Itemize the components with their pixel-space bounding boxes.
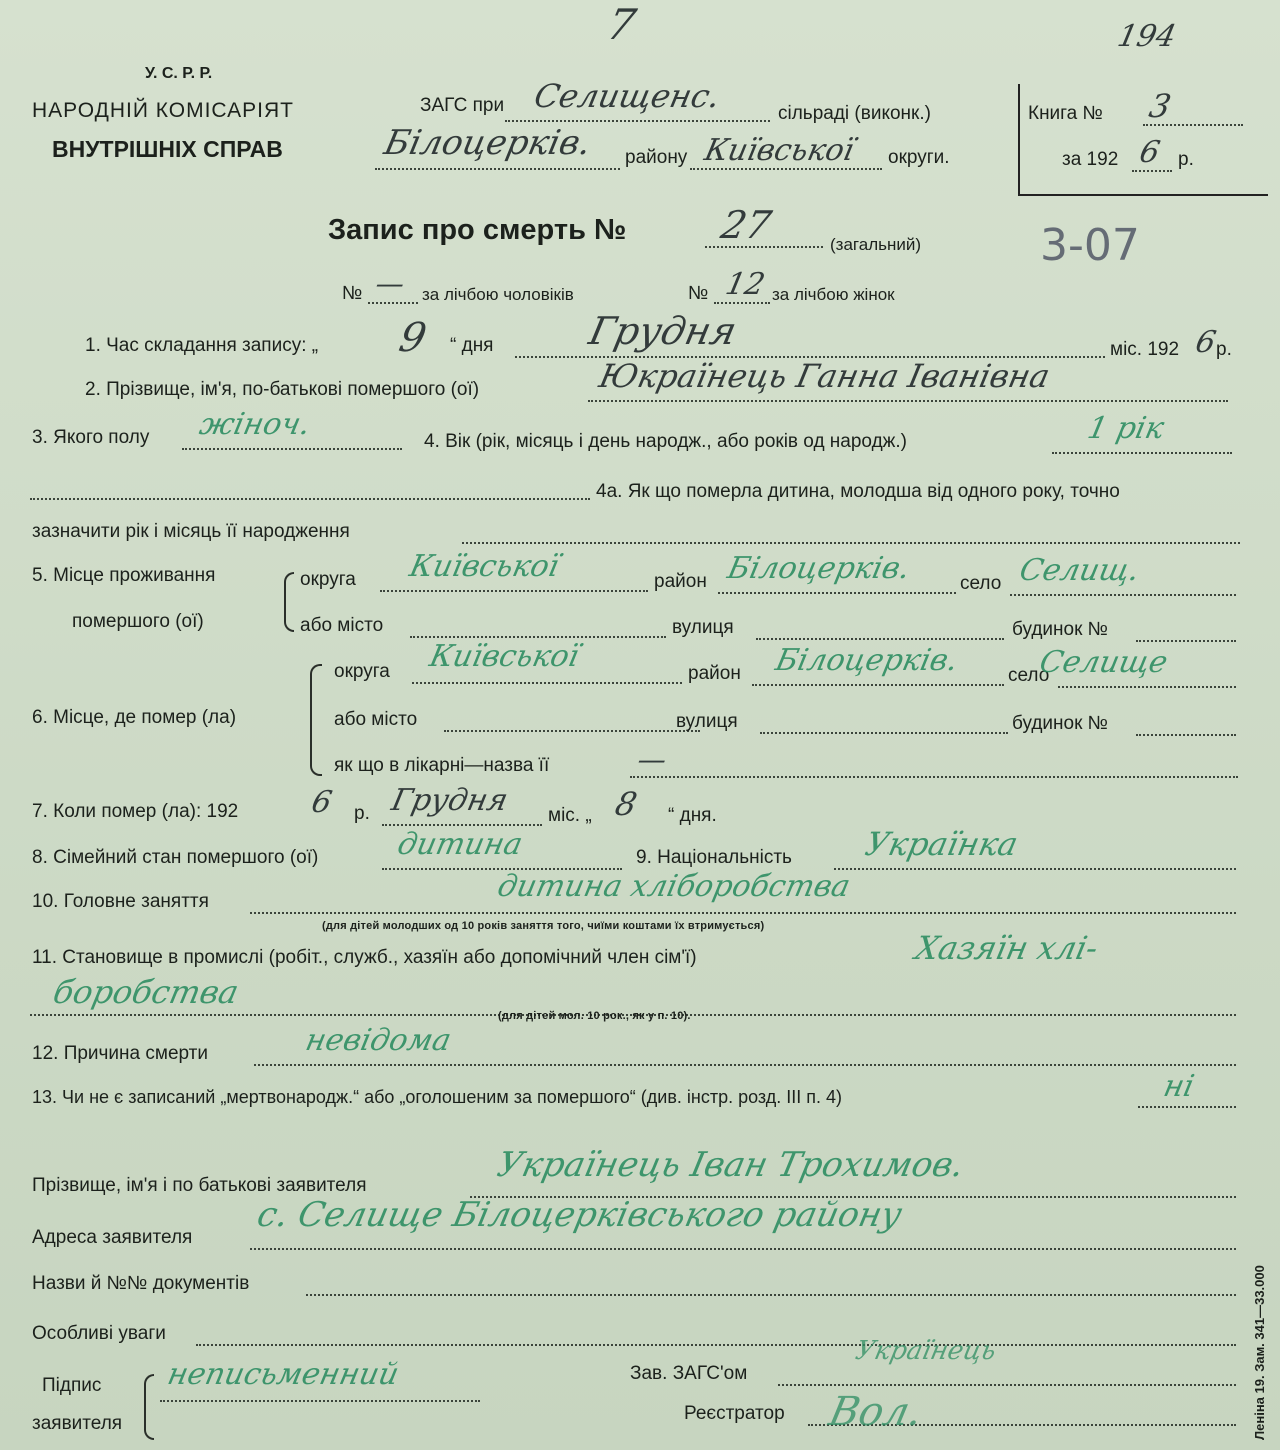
raion-line — [375, 168, 620, 170]
f8-value: дитина — [394, 827, 526, 862]
f8-label: 8. Сімейний стан помершого (ої) — [32, 847, 319, 868]
f6-raion-label: район — [688, 663, 741, 684]
f5-misto-line — [410, 636, 666, 638]
f6-okruga-value: Київської — [426, 639, 583, 674]
printer-note: Леніна 19. Зам. 341—33.000 — [1252, 1265, 1267, 1440]
f5-okruga-label: округа — [300, 569, 356, 590]
f6-brace — [310, 664, 322, 776]
f5-label2: помершого (ої) — [72, 611, 204, 632]
book-label: Книга № — [1028, 103, 1103, 124]
f1-label: 1. Час складання запису: „ — [85, 335, 319, 356]
zags-value: Селищенс. — [530, 77, 724, 115]
f6-raion-line — [752, 684, 1004, 686]
f6-okruga-label: округа — [334, 661, 390, 682]
f12-value: невідома — [302, 1023, 455, 1058]
book-number: 3 — [1145, 87, 1175, 125]
margin-number: 3-07 — [1040, 220, 1140, 271]
f13-line — [1138, 1106, 1236, 1108]
applicant-address-line — [250, 1248, 1236, 1250]
raion-label: району — [625, 147, 688, 168]
women-value: 12 — [722, 267, 769, 302]
f13-value: ні — [1160, 1069, 1198, 1104]
f1-day: 9 — [395, 315, 431, 361]
applicant-name-label: Прізвище, ім'я і по батькові заявителя — [32, 1175, 367, 1196]
f5-label1: 5. Місце проживання — [32, 565, 216, 586]
f1-year-digit: 6 — [1192, 325, 1219, 360]
f10-label: 10. Головне заняття — [32, 891, 209, 912]
okruga-line — [690, 168, 882, 170]
f6-hospital-label: як що в лікарні—назва її — [334, 755, 550, 776]
notes-line — [196, 1344, 1236, 1346]
f2-value: Юкраїнець Ганна Іванівна — [595, 357, 1054, 395]
f2-line — [588, 400, 1228, 402]
f5-okruga-value: Київської — [406, 549, 563, 584]
f5-brace — [284, 572, 294, 632]
applicant-name-value: Українець Іван Трохимов. — [493, 1145, 968, 1185]
f11-value1: Хазяїн хлі- — [911, 929, 1102, 967]
f7-month-line — [382, 824, 542, 826]
women-prefix: № — [688, 283, 709, 304]
record-general: (загальний) — [830, 235, 922, 254]
f5-misto-label: або місто — [300, 615, 384, 636]
f6-vulytsia-label: вулиця — [676, 711, 738, 732]
documents-line — [306, 1294, 1236, 1296]
f6-selo-value: Селище — [1036, 645, 1171, 680]
f6-vulytsia-line — [760, 732, 1008, 734]
signature-label2: заявителя — [32, 1413, 123, 1434]
signature-brace — [144, 1374, 154, 1440]
f11-note: (для дітей мол. 10 рок., як у п. 10). — [498, 1010, 691, 1022]
f7-day: 8 — [611, 785, 641, 823]
f6-misto-label: або місто — [334, 709, 418, 730]
f4-value: 1 рік — [1084, 411, 1168, 446]
f6-budynok-line — [1136, 734, 1236, 736]
f10-value: дитина хліборобства — [494, 869, 854, 904]
head-line — [778, 1384, 1236, 1386]
f3-line — [182, 448, 402, 450]
f5-raion-value: Білоцерків. — [724, 551, 914, 586]
f1-day-suffix: “ дня — [450, 335, 494, 356]
commissariat-line2: ВНУТРІШНІХ СПРАВ — [52, 136, 283, 162]
men-line — [368, 302, 418, 304]
page-number: 194 — [1114, 19, 1180, 54]
f3-value: жіноч. — [196, 407, 314, 442]
f11-value2: боробства — [49, 973, 243, 1011]
applicant-address-label: Адреса заявителя — [32, 1227, 193, 1248]
head-signature: Українець — [852, 1336, 999, 1366]
f7-mis: міс. „ — [548, 805, 592, 826]
book-year-prefix: за 192 — [1062, 149, 1119, 170]
commissariat-line1: НАРОДНІЙ КОМІСАРІЯТ — [32, 99, 294, 122]
signature-value: неписьменний — [164, 1357, 402, 1392]
f10-line — [250, 912, 1236, 914]
f4a-label: 4а. Як що померла дитина, молодша від одного року, точно — [596, 481, 1120, 502]
selradi-label: сільраді (виконк.) — [778, 103, 931, 124]
applicant-address-value: с. Селище Білоцерківського району — [253, 1195, 906, 1235]
registrar-signature: Вол. — [825, 1389, 927, 1435]
f12-line — [254, 1064, 1236, 1066]
documents-label: Назви й №№ документів — [32, 1273, 250, 1294]
f7-r: р. — [354, 803, 370, 824]
zags-line — [505, 120, 770, 122]
record-number: 27 — [717, 203, 776, 247]
f6-selo-label: село — [1008, 665, 1050, 686]
f2-label: 2. Прізвище, ім'я, по-батькові помершого (ої) — [85, 379, 480, 400]
men-prefix: № — [342, 283, 363, 304]
f6-okruga-line — [412, 682, 682, 684]
f9-label: 9. Національність — [636, 847, 792, 868]
f9-value: Українка — [861, 825, 1022, 863]
men-value: — — [372, 267, 408, 300]
f6-misto-line — [444, 730, 700, 732]
f7-label: 7. Коли помер (ла): 192 — [32, 801, 239, 822]
notes-label: Особливі уваги — [32, 1323, 166, 1344]
f6-hospital-value: — — [634, 743, 670, 776]
f10-note: (для дітей молодших од 10 років заняття того, чиїми коштами їх втримується) — [322, 920, 765, 932]
f1-year-suffix: р. — [1216, 339, 1232, 360]
f4a-top-line — [30, 498, 590, 500]
f5-raion-line — [718, 592, 956, 594]
f5-vulytsia-label: вулиця — [672, 617, 734, 638]
women-label: за лічбою жінок — [772, 285, 895, 304]
f5-budynok-label: будинок № — [1012, 619, 1109, 640]
f5-selo-line — [1010, 594, 1236, 596]
head-label: Зав. ЗАГС'ом — [630, 1363, 748, 1384]
book-year-digit: 6 — [1136, 135, 1163, 170]
f5-selo-label: село — [960, 573, 1002, 594]
book-year-line — [1132, 170, 1172, 172]
f4a-label2: зазначити рік і місяць її народження — [32, 521, 350, 542]
okruga-label: округи. — [888, 147, 950, 168]
corner-number: 7 — [602, 0, 641, 49]
f6-budynok-label: будинок № — [1012, 713, 1109, 734]
registrar-label: Реєстратор — [684, 1403, 785, 1424]
f6-label: 6. Місце, де помер (ла) — [32, 707, 237, 728]
f7-day-suffix: “ дня. — [668, 805, 717, 826]
f12-label: 12. Причина смерти — [32, 1043, 208, 1064]
f1-month: Грудня — [585, 309, 741, 353]
f5-raion-label: район — [654, 571, 707, 592]
f4-label: 4. Вік (рік, місяць і день народж., або років од народж.) — [424, 431, 907, 452]
men-label: за лічбою чоловіків — [422, 285, 574, 304]
record-title: Запис про смерть № — [328, 214, 627, 246]
zags-prefix: ЗАГС при — [420, 95, 505, 116]
signature-line — [160, 1400, 480, 1402]
f4-line — [1052, 452, 1232, 454]
f1-year-label: міс. 192 — [1110, 339, 1180, 360]
f7-month: Грудня — [388, 783, 511, 818]
okruga-value: Київської — [701, 133, 858, 168]
f3-label: 3. Якого полу — [32, 427, 150, 448]
ussr-label: У. С. Р. Р. — [145, 65, 213, 82]
f5-selo-value: Селищ. — [1016, 553, 1143, 588]
f6-selo-line — [1058, 686, 1236, 688]
book-year-suffix: р. — [1178, 149, 1194, 170]
f9-line — [834, 868, 1236, 870]
f6-raion-value: Білоцерків. — [772, 643, 962, 678]
raion-value: Білоцерків. — [380, 123, 595, 163]
f5-budynok-line — [1136, 640, 1236, 642]
signature-label1: Підпис — [42, 1375, 102, 1396]
f6-hospital-line — [630, 776, 1238, 778]
f4a-line — [462, 542, 1240, 544]
f13-label: 13. Чи не є записаний „мертвонародж.“ або „оголошеним за помершого“ (див. інстр. розд. III п. 4) — [32, 1087, 843, 1107]
f7-year-digit: 6 — [308, 785, 335, 820]
women-line — [714, 302, 770, 304]
f5-vulytsia-line — [756, 638, 1004, 640]
f5-okruga-line — [380, 590, 648, 592]
f11-label: 11. Становище в промислі (робіт., служб., хазяїн або допомічний член сім'ї) — [32, 947, 697, 968]
